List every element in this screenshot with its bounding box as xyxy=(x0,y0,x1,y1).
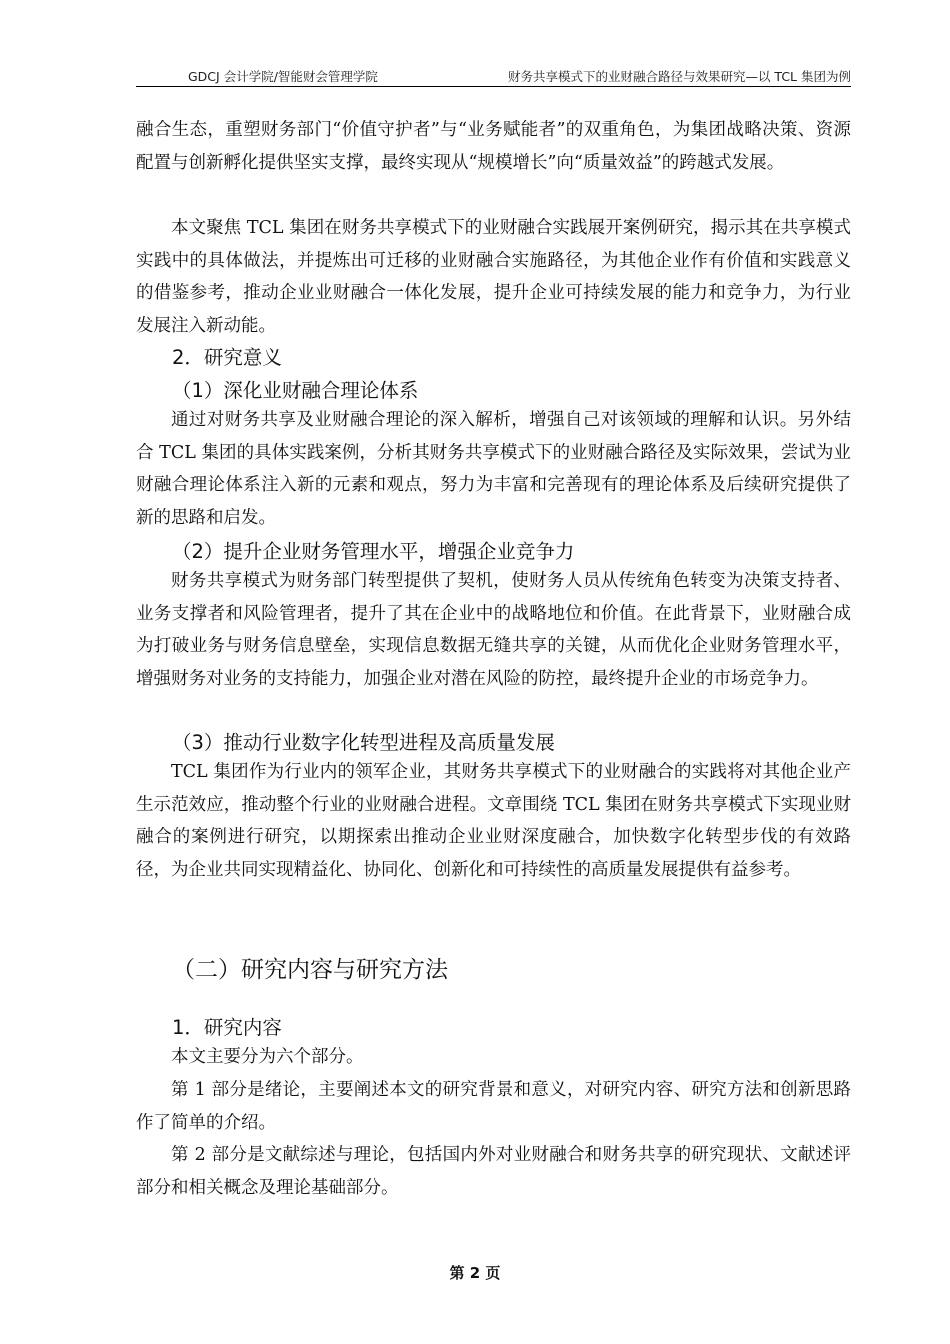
heading-research-content: 1．研究内容 xyxy=(172,1016,282,1039)
paragraph-3: 通过对财务共享及业财融合理论的深入解析，增强自己对该领域的理解和认识。另外结合 TCL 集团的具体实践案例，分析其财务共享模式下的业财融合路径及实际效果，尝试为业财融合理论体系注入新的元素和观点，努力为丰富和完善现有的理论体系及后续研究提供了新的思路和启发。 xyxy=(136,410,851,528)
heading-research-significance: 2．研究意义 xyxy=(172,346,282,369)
subheading-theory: （1）深化业财融合理论体系 xyxy=(172,379,419,402)
header-institution: GDCJ 会计学院/智能财会管理学院 xyxy=(188,69,378,84)
section-heading-content-methods: （二）研究内容与研究方法 xyxy=(172,957,448,983)
subheading-management: （2）提升企业财务管理水平，增强企业竞争力 xyxy=(172,540,575,563)
paragraph-2: 本文聚焦 TCL 集团在财务共享模式下的业财融合实践展开案例研究，揭示其在共享模式实践中的具体做法，并提炼出可迁移的业财融合实施路径，为其他企业作有价值和实践意义的借鉴参考，推动企业业财融合一体化发展，提升企业可持续发展的能力和竞争力，为行业发展注入新动能。 xyxy=(136,218,851,336)
paragraph-6: 本文主要分为六个部分。 xyxy=(171,1047,364,1067)
paragraph-4: 财务共享模式为财务部门转型提供了契机，使财务人员从传统角色转变为决策支持者、业务支撑者和风险管理者，提升了其在企业中的战略地位和价值。在此背景下，业财融合成为打破业务与财务信息壁垒，实现信息数据无缝共享的关键，从而优化企业财务管理水平，增强财务对业务的支持能力，加强企业对潜在风险的防控，最终提升企业的市场竞争力。 xyxy=(136,571,851,689)
page-number: 第 2 页 xyxy=(449,1264,501,1282)
paragraph-1: 融合生态，重塑财务部门“价值守护者”与“业务赋能者”的双重角色，为集团战略决策、资源配置与创新孵化提供坚实支撑，最终实现从“规模增长”向“质量效益”的跨越式发展。 xyxy=(136,120,851,173)
header-paper-title: 财务共享模式下的业财融合路径与效果研究—以 TCL 集团为例 xyxy=(507,69,851,84)
subheading-digital-transformation: （3）推动行业数字化转型进程及高质量发展 xyxy=(172,731,555,754)
paragraph-7: 第 1 部分是绪论，主要阐述本文的研究背景和意义，对研究内容、研究方法和创新思路作了简单的介绍。 xyxy=(136,1080,851,1133)
paragraph-8: 第 2 部分是文献综述与理论，包括国内外对业财融合和财务共享的研究现状、文献述评部分和相关概念及理论基础部分。 xyxy=(136,1145,851,1198)
page-header xyxy=(136,64,851,87)
paragraph-5: TCL 集团作为行业内的领军企业，其财务共享模式下的业财融合的实践将对其他企业产生示范效应，推动整个行业的业财融合进程。文章围绕 TCL 集团在财务共享模式下实现业财融合的案例进行研究，以期探索出推动企业业财深度融合，加快数字化转型步伐的有效路径，为企业共同实现精益化、协同化、创新化和可持续性的高质量发展提供有益参考。 xyxy=(136,762,851,880)
